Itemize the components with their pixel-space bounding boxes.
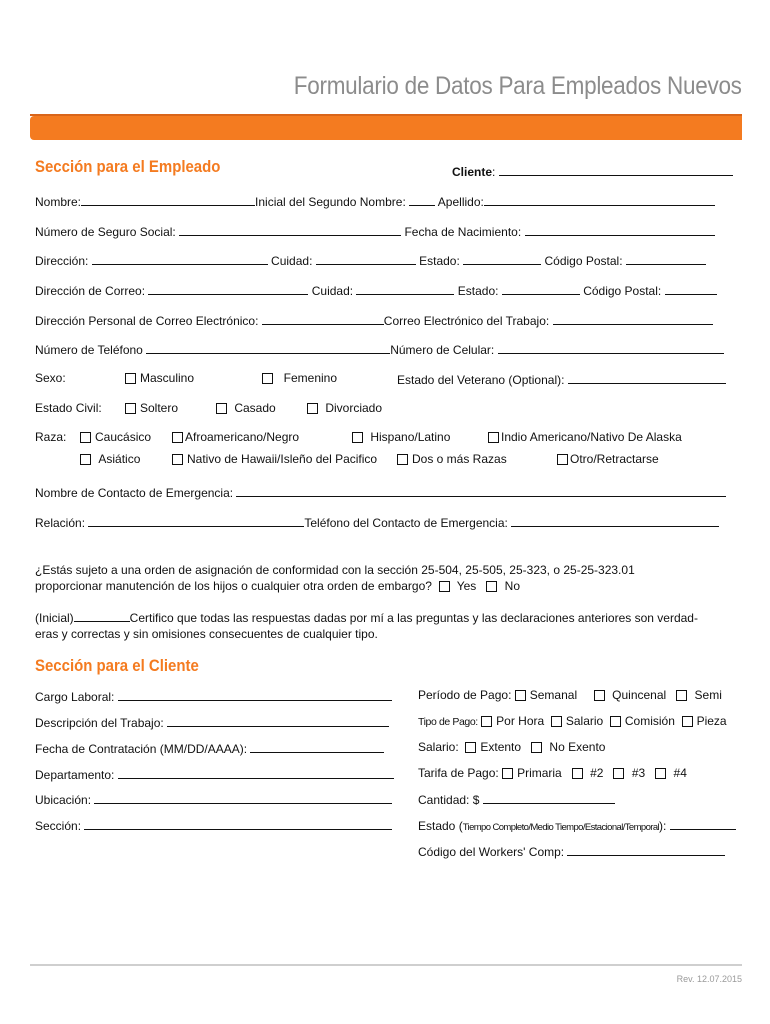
casado-option[interactable]: [216, 401, 276, 415]
certify-prefix: (Inicial): [35, 611, 74, 625]
estado-field[interactable]: [463, 252, 541, 265]
descripcion-label: Descripción del Trabajo:: [35, 716, 164, 730]
employee-section-heading: Sección para el Empleado: [35, 157, 221, 176]
relacion-row: [35, 514, 719, 530]
tarifa-label: Tarifa de Pago:: [418, 766, 499, 780]
nativo-hawaii-option[interactable]: [172, 452, 377, 466]
telefono-row: [35, 341, 724, 357]
cliente-row: Cliente:: [452, 163, 733, 179]
cuidad2-field[interactable]: [356, 282, 454, 295]
comision-label: Comisión: [624, 714, 675, 728]
hispano-checkbox[interactable]: [352, 432, 363, 443]
por-hora-checkbox[interactable]: [481, 716, 492, 727]
form-title: Formulario de Datos Para Empleados Nuevos: [294, 72, 742, 100]
n4-label: #4: [673, 766, 687, 780]
cantidad-label: Cantidad: $: [418, 793, 480, 807]
fecha-contratacion-label: Fecha de Contratación (MM/DD/AAAA):: [35, 742, 248, 756]
direccion-correo-field[interactable]: [148, 282, 308, 295]
asiatico-option[interactable]: [80, 452, 140, 466]
cantidad-row: [418, 791, 615, 807]
relacion-field[interactable]: [88, 514, 304, 527]
direccion-correo-label: Dirección de Correo:: [35, 284, 146, 298]
client-section-heading: Sección para el Cliente: [35, 656, 199, 675]
semi-checkbox[interactable]: [676, 690, 687, 701]
raza-label: Raza:: [35, 430, 67, 444]
dos-razas-option[interactable]: [397, 452, 507, 466]
fecha-contratacion-field[interactable]: [250, 740, 384, 753]
divorciado-checkbox[interactable]: [307, 403, 318, 414]
femenino-checkbox[interactable]: [262, 373, 273, 384]
workers-comp-field[interactable]: [567, 843, 725, 856]
semanal-checkbox[interactable]: [515, 690, 526, 701]
workers-comp-label: Código del Workers' Comp:: [418, 845, 565, 859]
codigo-postal-field[interactable]: [626, 252, 706, 265]
contacto-emergencia-label: Nombre de Contacto de Emergencia:: [35, 486, 234, 500]
telefono-emergencia-label: Teléfono del Contacto de Emergencia:: [304, 516, 508, 530]
divorciado-option[interactable]: [307, 401, 382, 415]
telefono-emergencia-field[interactable]: [511, 514, 719, 527]
comision-checkbox[interactable]: [610, 716, 621, 727]
departamento-field[interactable]: [118, 766, 394, 779]
estado2-field[interactable]: [502, 282, 580, 295]
telefono-field[interactable]: [146, 341, 390, 354]
primaria-checkbox[interactable]: [502, 768, 513, 779]
certification: [35, 609, 740, 642]
nativo-hawaii-label: Nativo de Hawaii/Isleño del Pacifico: [187, 452, 378, 466]
asiatico-checkbox[interactable]: [80, 454, 91, 465]
codigo-postal2-label: Código Postal:: [583, 284, 662, 298]
cargo-label: Cargo Laboral:: [35, 690, 115, 704]
hispano-label: Hispano/Latino: [370, 430, 451, 444]
semanal-label: Semanal: [529, 688, 578, 702]
seccion-row: [35, 817, 392, 833]
no-label: No: [504, 579, 520, 593]
quincenal-label: Quincenal: [612, 688, 667, 702]
cuidad2-label: Cuidad:: [311, 284, 354, 298]
n3-label: #3: [631, 766, 646, 780]
estado-client-field[interactable]: [670, 817, 736, 830]
periodo-pago-label: Período de Pago:: [418, 688, 512, 702]
casado-checkbox[interactable]: [216, 403, 227, 414]
no-exento-label: No Exento: [549, 740, 606, 754]
cargo-field[interactable]: [118, 688, 392, 701]
nombre-label: Nombre:: [35, 195, 82, 209]
cantidad-field[interactable]: [483, 791, 615, 804]
departamento-row: [35, 766, 394, 782]
estado2-label: Estado:: [457, 284, 499, 298]
caucasico-option[interactable]: [80, 430, 151, 444]
asiatico-label: Asiático: [98, 452, 141, 466]
correo-trabajo-label: Correo Electrónico del Trabajo:: [383, 314, 550, 328]
telefono-label: Número de Teléfono: [35, 343, 143, 357]
ssn-row: [35, 223, 715, 239]
afroamericano-checkbox[interactable]: [172, 432, 183, 443]
soltero-label: Soltero: [140, 401, 179, 415]
question-line-1: ¿Estás sujeto a una orden de asignación de conformidad con la sección 25-504, 25-505, 25-323, o 25-25-323.01: [35, 563, 635, 577]
estado-suffix: ):: [659, 819, 667, 833]
direccion-field[interactable]: [92, 252, 268, 265]
femenino-label: Femenino: [283, 371, 338, 385]
caucasico-label: Caucásico: [95, 430, 152, 444]
dos-razas-label: Dos o más Razas: [412, 452, 507, 466]
cargo-row: [35, 688, 392, 704]
inicial-field[interactable]: [409, 193, 435, 206]
ubicacion-row: [35, 791, 392, 807]
codigo-postal2-field[interactable]: [665, 282, 717, 295]
correo-personal-field[interactable]: [262, 312, 384, 325]
nativo-hawaii-checkbox[interactable]: [172, 454, 183, 465]
inicial-certify-field[interactable]: [74, 609, 130, 622]
cliente-label: Cliente: [452, 165, 493, 179]
ssn-field[interactable]: [179, 223, 401, 236]
celular-label: Número de Celular:: [390, 343, 495, 357]
femenino-option[interactable]: [262, 371, 337, 385]
yes-checkbox[interactable]: [439, 581, 450, 592]
otro-label: Otro/Retractarse: [570, 452, 659, 466]
masculino-checkbox[interactable]: [125, 373, 136, 384]
direccion-row: [35, 252, 706, 268]
ubicacion-label: Ubicación:: [35, 793, 92, 807]
estado-prefix: Estado (: [418, 819, 463, 833]
sexo-label: Sexo:: [35, 371, 66, 385]
estado-options: Tiempo Completo/Medio Tiempo/Estacional/Temporal: [462, 822, 660, 833]
estado-row: [418, 817, 736, 833]
cuidad-field[interactable]: [316, 252, 416, 265]
nombre-row: [35, 193, 715, 209]
n4-checkbox[interactable]: [655, 768, 666, 779]
pieza-label: Pieza: [696, 714, 727, 728]
embargo-question: [35, 562, 740, 594]
descripcion-row: [35, 714, 389, 730]
masculino-label: Masculino: [140, 371, 195, 385]
salario-row: [418, 740, 605, 754]
no-exento-checkbox[interactable]: [531, 742, 542, 753]
yes-label: Yes: [456, 579, 477, 593]
seccion-field[interactable]: [84, 817, 392, 830]
correo-trabajo-field[interactable]: [553, 312, 713, 325]
otro-checkbox[interactable]: [557, 454, 568, 465]
seccion-label: Sección:: [35, 819, 82, 833]
tipo-pago-row: [418, 714, 727, 728]
estado-civil-label: Estado Civil:: [35, 401, 102, 415]
contacto-emergencia-field[interactable]: [236, 484, 726, 497]
afroamericano-label: Afroamericano/Negro: [185, 430, 300, 444]
quincenal-checkbox[interactable]: [594, 690, 605, 701]
apellido-field[interactable]: [484, 193, 715, 206]
question-line-2-row: [35, 578, 740, 594]
descripcion-field[interactable]: [167, 714, 389, 727]
veterano-row: [397, 371, 726, 387]
caucasico-checkbox[interactable]: [80, 432, 91, 443]
otro-option[interactable]: [557, 452, 659, 466]
semi-label: Semi: [694, 688, 722, 702]
nacimiento-label: Fecha de Nacimiento:: [404, 225, 522, 239]
question-line-2: proporcionar manutención de los hijos o cualquier otra orden de embargo?: [35, 579, 432, 593]
primaria-label: Primaria: [517, 766, 562, 780]
hispano-option[interactable]: [352, 430, 450, 444]
estado-label: Estado:: [419, 254, 460, 268]
cliente-field[interactable]: [499, 163, 733, 176]
extento-label: Extento: [480, 740, 522, 754]
veterano-field[interactable]: [568, 371, 726, 384]
apellido-label: Apellido:: [437, 195, 484, 209]
periodo-pago-row: [418, 688, 722, 702]
certify-line-1-row: [35, 609, 740, 626]
n2-label: #2: [590, 766, 604, 780]
soltero-option[interactable]: [125, 401, 178, 415]
indio-label: Indio Americano/Nativo De Alaska: [501, 430, 682, 444]
soltero-checkbox[interactable]: [125, 403, 136, 414]
casado-label: Casado: [234, 401, 276, 415]
salario-opt-checkbox[interactable]: [551, 716, 562, 727]
por-hora-label: Por Hora: [496, 714, 545, 728]
direccion-correo-row: [35, 282, 717, 298]
pieza-checkbox[interactable]: [682, 716, 693, 727]
tarifa-row: [418, 766, 687, 780]
indio-option[interactable]: [488, 430, 682, 444]
extento-checkbox[interactable]: [465, 742, 476, 753]
n2-checkbox[interactable]: [572, 768, 583, 779]
header-bar: [30, 116, 742, 140]
departamento-label: Departamento:: [35, 768, 115, 782]
certify-line-2: eras y correctas y sin omisiones consecuentes de cualquier tipo.: [35, 627, 378, 641]
ssn-label: Número de Seguro Social:: [35, 225, 176, 239]
footer-divider: [30, 964, 742, 966]
cuidad-label: Cuidad:: [271, 254, 313, 268]
contacto-emergencia-row: [35, 484, 726, 500]
nombre-field[interactable]: [81, 193, 255, 206]
ubicacion-field[interactable]: [94, 791, 392, 804]
veterano-label: Estado del Veterano (Optional):: [397, 373, 565, 387]
correo-personal-label: Dirección Personal de Correo Electrónico:: [35, 314, 259, 328]
relacion-label: Relación:: [35, 516, 86, 530]
no-checkbox[interactable]: [486, 581, 497, 592]
codigo-postal-label: Código Postal:: [544, 254, 623, 268]
correo-row: [35, 312, 713, 328]
salario-label: Salario:: [418, 740, 459, 754]
fecha-contratacion-row: [35, 740, 384, 756]
direccion-label: Dirección:: [35, 254, 89, 268]
workers-comp-row: [418, 843, 725, 859]
certify-line-1: Certifico que todas las respuestas dadas por mí a las preguntas y las declaraciones anteriores son verdad-: [129, 611, 698, 625]
masculino-option[interactable]: [125, 371, 194, 385]
celular-field[interactable]: [498, 341, 724, 354]
inicial-label: Inicial del Segundo Nombre:: [255, 195, 406, 209]
n3-checkbox[interactable]: [613, 768, 624, 779]
nacimiento-field[interactable]: [525, 223, 715, 236]
tipo-pago-label: Tipo de Pago:: [418, 716, 478, 728]
indio-checkbox[interactable]: [488, 432, 499, 443]
dos-razas-checkbox[interactable]: [397, 454, 408, 465]
revision-label: Rev. 12.07.2015: [676, 974, 742, 984]
divorciado-label: Divorciado: [325, 401, 383, 415]
afroamericano-option[interactable]: [172, 430, 299, 444]
salario-opt-label: Salario: [565, 714, 604, 728]
